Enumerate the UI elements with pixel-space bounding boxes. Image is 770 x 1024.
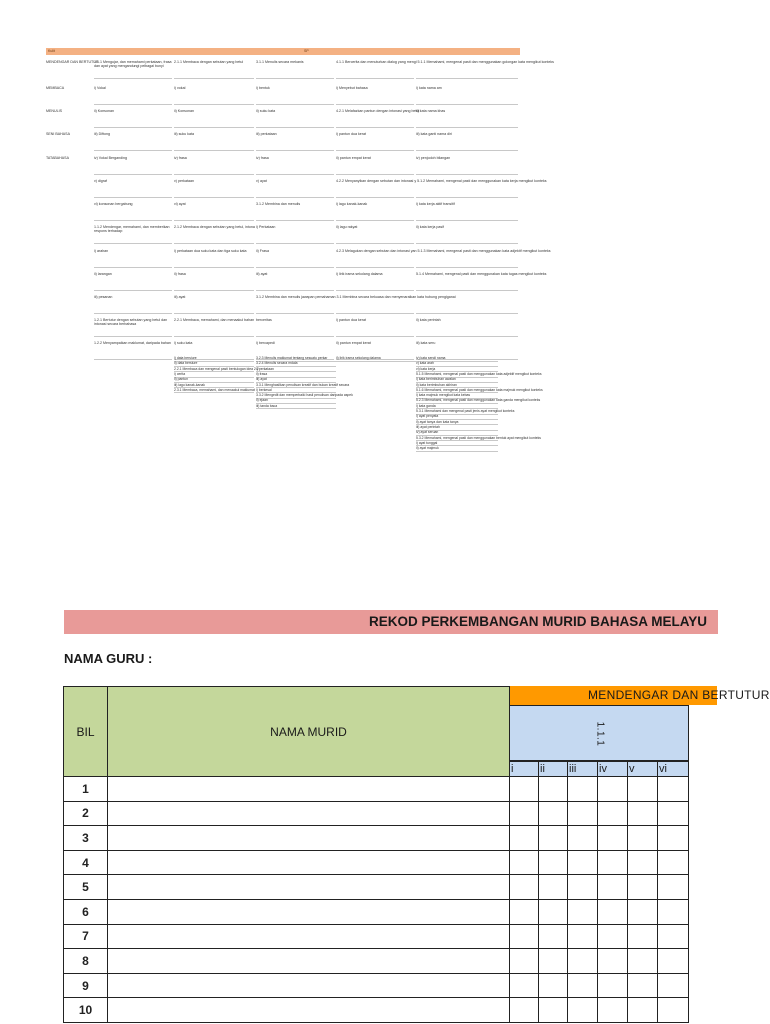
student-row — [63, 826, 689, 851]
mastery-mark-cell[interactable] — [628, 826, 658, 851]
mastery-mark-cell[interactable] — [539, 875, 568, 900]
sheet-rule — [256, 150, 334, 151]
sheet-rule — [94, 174, 172, 175]
mastery-mark-cell[interactable] — [539, 998, 568, 1023]
sheet-rule — [174, 150, 254, 151]
sub-column-header: vi — [658, 761, 689, 777]
sheet-cell: i) pantun dua kerat — [336, 132, 366, 136]
sheet-cell: v) ayat — [256, 179, 267, 183]
sheet-rule — [336, 220, 414, 221]
sheet-cell: iv) frasa — [174, 156, 187, 160]
sheet-cell: iii) kata seru — [416, 341, 436, 345]
sheet-cell: ii) lagu rakyat — [336, 225, 358, 229]
sheet-cell: iv) frasa — [256, 156, 269, 160]
sheet-list-item: 3.3.1 Menghasilkan penulisan kreatif dan bukan kreatif secara — [256, 382, 350, 387]
mastery-mark-cell[interactable] — [628, 925, 658, 950]
student-row — [63, 949, 689, 974]
sheet-rule — [416, 197, 518, 198]
sheet-list-item: i) cerita — [174, 371, 186, 376]
mastery-mark-cell[interactable] — [628, 802, 658, 827]
sheet-rule — [174, 78, 254, 79]
sheet-list-item: i) ayat tunggal — [416, 440, 438, 445]
sheet-list-item: 2.3.1 Membaca, memahami, dan menaakul maklumat — [174, 387, 255, 392]
mastery-mark-cell[interactable] — [539, 802, 568, 827]
sheet-list-item: iii) lagu kanak-kanak — [174, 382, 205, 387]
sheet-rule — [256, 220, 334, 221]
row-number: 4 — [63, 851, 108, 876]
sheet-cell: 3.1.2 Membina dan menulis — [256, 202, 301, 206]
sub-column-header: iii — [568, 761, 598, 777]
sheet-rule — [94, 104, 172, 105]
student-row — [63, 974, 689, 999]
sheet-cell: i) pantun dua kerat — [336, 318, 366, 322]
record-title-bar — [64, 610, 718, 634]
sheet-rule — [94, 197, 172, 198]
sheet-rule — [416, 104, 518, 105]
student-name-header-label: NAMA MURID — [270, 724, 347, 739]
row-number: 7 — [63, 925, 108, 950]
sheet-cell: i) vokal — [174, 86, 186, 90]
sheet-list-item: iii) ayat perintah — [416, 424, 440, 429]
mastery-mark-cell[interactable] — [539, 826, 568, 851]
sheet-cell: 1.1.2 Mendengar, memahami, dan memberikan respons terhadap: — [94, 225, 170, 234]
mastery-mark-cell[interactable] — [598, 949, 628, 974]
student-row — [63, 998, 689, 1023]
row-number: 8 — [63, 949, 108, 974]
sheet-list-rule — [256, 408, 336, 409]
sheet-cell: ii) suku kata — [256, 109, 276, 113]
mastery-mark-cell[interactable] — [568, 777, 598, 802]
sheet-cell: vi) ayat — [174, 202, 186, 206]
mastery-mark-cell[interactable] — [598, 802, 628, 827]
sheet-rule — [416, 313, 518, 314]
mastery-mark-cell[interactable] — [628, 900, 658, 925]
mastery-mark-cell[interactable] — [539, 900, 568, 925]
student-name-cell[interactable] — [108, 925, 510, 950]
row-number: 6 — [63, 900, 108, 925]
student-row — [63, 777, 689, 802]
mastery-mark-cell[interactable] — [539, 974, 568, 999]
sheet-cell: iii) suku kata — [174, 132, 194, 136]
mastery-mark-cell[interactable] — [509, 949, 539, 974]
mastery-mark-cell[interactable] — [628, 949, 658, 974]
mastery-mark-cell[interactable] — [628, 777, 658, 802]
mastery-mark-cell[interactable] — [509, 925, 539, 950]
sheet-list-item: i) kata majmuk mengikut kata kebas — [416, 393, 471, 398]
mastery-mark-cell[interactable] — [568, 974, 598, 999]
mastery-mark-cell[interactable] — [568, 875, 598, 900]
mastery-mark-cell[interactable] — [539, 851, 568, 876]
mastery-mark-cell[interactable] — [568, 998, 598, 1023]
mastery-mark-cell[interactable] — [568, 826, 598, 851]
sheet-rule — [336, 197, 414, 198]
sheet-rule — [94, 243, 172, 244]
mastery-mark-cell[interactable] — [509, 777, 539, 802]
sheet-list-item: 3.2.4 Menulis secara mdala — [256, 361, 298, 366]
sheet-cell: ii) kata kerja pasif — [416, 225, 444, 229]
sheet-rule — [336, 127, 414, 128]
mastery-mark-cell[interactable] — [598, 875, 628, 900]
sheet-rule — [416, 220, 518, 221]
sheet-rule — [336, 336, 414, 337]
mastery-mark-cell[interactable] — [628, 974, 658, 999]
sheet-rule — [256, 78, 334, 79]
sheet-cell: 3.1.2 Membina dan menulis jawapan pemahaman 3.1 Membina secara bekuasa dan menyenaraikan kata hubung pengiganai — [256, 295, 456, 299]
sheet-list-item: ii) ejaan — [256, 398, 268, 403]
row-number: 1 — [63, 777, 108, 802]
mastery-mark-cell[interactable] — [598, 998, 628, 1023]
sheet-rule — [94, 150, 172, 151]
sheet-cell: iii) kata ganti nama diri — [416, 132, 452, 136]
mastery-mark-cell[interactable] — [658, 826, 689, 851]
sheet-list-item: i) berkesal — [256, 387, 272, 392]
sheet-cell: ii) kata nama khas — [416, 109, 446, 113]
bil-header-label: BIL — [76, 724, 95, 739]
student-name-cell[interactable] — [108, 875, 510, 900]
row-number: 9 — [63, 974, 108, 999]
sheet-list-item: ii) ayat tanya dan kata tanya — [416, 419, 459, 424]
sheet-cell: i) bentuk — [256, 86, 270, 90]
sheet-rule — [174, 174, 254, 175]
skill-section-label: MENDENGAR DAN BERTUTUR — [588, 688, 770, 702]
sheet-list-rule — [336, 361, 416, 362]
skill-section-header — [509, 686, 770, 705]
student-row — [63, 802, 689, 827]
sheet-header-mid: SP — [304, 49, 309, 53]
row-number: 3 — [63, 826, 108, 851]
sheet-rule — [256, 243, 334, 244]
sheet-cell: MENDENGAR DAN BERTUTUR — [46, 60, 99, 64]
mastery-mark-cell[interactable] — [539, 777, 568, 802]
student-row — [63, 925, 689, 950]
student-row — [63, 900, 689, 925]
mastery-mark-cell[interactable] — [658, 900, 689, 925]
sheet-list-item: 2.2.1 Membaca dan mengenal pasti bentulogan idea 2.2 — [174, 366, 259, 371]
sub-column-header: iv — [598, 761, 628, 777]
mastery-mark-cell[interactable] — [509, 974, 539, 999]
sheet-list-item: v) kata arah — [416, 361, 434, 366]
sheet-rule — [94, 78, 172, 79]
mastery-mark-cell[interactable] — [658, 974, 689, 999]
sheet-list-item: i) data bersiure — [174, 356, 197, 360]
row-number: 10 — [63, 998, 108, 1023]
sheet-list-item: iii) ayat — [256, 377, 267, 382]
sheet-cell: ii) pantun empat kerat — [336, 156, 371, 160]
sheet-cell: SENI BAHASA — [46, 132, 70, 136]
sheet-cell: v) digraf — [94, 179, 107, 183]
sheet-rule — [94, 220, 172, 221]
mastery-mark-cell[interactable] — [509, 802, 539, 827]
sheet-cell: i) suku kata — [174, 341, 193, 345]
student-row — [63, 875, 689, 900]
sheet-list-item: ii) pantun — [174, 377, 188, 382]
mastery-mark-cell[interactable] — [658, 998, 689, 1023]
mastery-mark-cell[interactable] — [658, 949, 689, 974]
sheet-rule — [256, 336, 334, 337]
mastery-mark-cell[interactable] — [509, 875, 539, 900]
sheet-cell: 4.2.3 Melagukan dengan sebutan dan intonasi yan 5.1.3 Memahami, mengenal pasti dan menggunakan kata adjektif mengikut konteks — [336, 249, 551, 253]
sheet-cell: 4.1.1 Bercerita dan menuturkan dialog yang mengi 5.1.1 Memahami, mengenal pasti dan menggunakan golongan kata mengikut konteks — [336, 60, 554, 64]
sheet-list-item: i) kata berimbuhan awalan — [416, 377, 456, 382]
sheet-cell: 2.1.2 Membaca dengan sebutan yang betul, intona — [174, 225, 255, 229]
sheet-rule — [94, 267, 172, 268]
sheet-cell: i) Menyebut bahasa — [336, 86, 368, 90]
sheet-rule — [256, 104, 334, 105]
teacher-name-label: NAMA GURU : — [64, 651, 153, 666]
sheet-cell: i) lagu kanak-kanak — [336, 202, 368, 206]
sheet-rule — [174, 267, 254, 268]
mastery-mark-cell[interactable] — [598, 925, 628, 950]
student-name-cell[interactable] — [108, 998, 510, 1023]
tiny-spreadsheet — [46, 48, 554, 498]
mastery-mark-cell[interactable] — [568, 851, 598, 876]
sheet-rule — [174, 127, 254, 128]
mastery-mark-cell[interactable] — [598, 826, 628, 851]
sheet-rule — [174, 243, 254, 244]
sheet-rule — [336, 150, 414, 151]
sheet-cell: 1.2.1 Bertutur dengan sebutan yang betul dan intonasi secara berbahasa — [94, 318, 168, 327]
sheet-cell: ii) Frasa — [256, 249, 269, 253]
sheet-rule — [94, 336, 172, 337]
sheet-rule — [416, 290, 518, 291]
mastery-mark-cell[interactable] — [658, 802, 689, 827]
sheet-list-item: 5.1.6 Memahami, mengenal pasti dan menggunakan kata majmuk mengikut konteks — [416, 387, 543, 392]
mastery-mark-cell[interactable] — [598, 851, 628, 876]
sheet-cell: 4.2.1 Melafazkan pantun dengan intonasi yang betul — [336, 109, 420, 113]
sheet-rule — [94, 290, 172, 291]
sheet-cell: iii) ayat — [256, 272, 268, 276]
sheet-cell: i) Vokal — [94, 86, 106, 90]
mastery-mark-cell[interactable] — [568, 925, 598, 950]
sheet-cell: iv) Vokal Berganding — [94, 156, 127, 160]
student-name-cell[interactable] — [108, 802, 510, 827]
sheet-rule — [256, 267, 334, 268]
sheet-cell: 3.1.1 Menulis secara mekanis — [256, 60, 304, 64]
sub-column-header: ii — [539, 761, 568, 777]
student-name-column-header — [108, 686, 510, 777]
student-name-cell[interactable] — [108, 900, 510, 925]
sheet-list-item: ii) data bersiure — [174, 361, 198, 366]
sheet-rule — [336, 313, 414, 314]
mastery-mark-cell[interactable] — [658, 851, 689, 876]
sheet-list-item: vi) kata kerja — [416, 366, 436, 371]
sheet-rule — [94, 313, 172, 314]
sheet-cell: i) arahan — [94, 249, 109, 253]
mastery-mark-cell[interactable] — [539, 925, 568, 950]
sheet-cell: berceritas — [256, 318, 272, 322]
row-number: 5 — [63, 875, 108, 900]
sheet-cell: ii) frasa — [174, 272, 186, 276]
sheet-rule — [336, 78, 414, 79]
sheet-list-item: 3.3.2 Mengedit dan memperbaiki hasil penulisan daripada aspek — [256, 393, 353, 398]
sheet-cell: ii) Konsonan — [94, 109, 114, 113]
mastery-mark-cell[interactable] — [568, 900, 598, 925]
sheet-rule — [336, 243, 414, 244]
sheet-list-rule — [174, 392, 254, 393]
sheet-list-item: iv) kata sendi nama — [416, 356, 446, 360]
sheet-cell: 2.1.1 Membaca dengan sebutan yang betul — [174, 60, 244, 64]
mastery-mark-cell[interactable] — [539, 949, 568, 974]
mastery-mark-cell[interactable] — [598, 974, 628, 999]
sheet-rule — [416, 150, 518, 151]
mastery-mark-cell[interactable] — [568, 949, 598, 974]
sheet-rule — [416, 78, 518, 79]
sheet-cell: TATABAHASA — [46, 156, 69, 160]
sheet-cell: i) lirik irama sekolang dalama — [336, 272, 383, 276]
sheet-cell: iii) ayat — [174, 295, 186, 299]
mastery-mark-cell[interactable] — [509, 900, 539, 925]
student-name-cell[interactable] — [108, 974, 510, 999]
sheet-cell: 5.1.4 Memahami, mengenal pasti dan menggunakan kata tugas mengikut konteks — [416, 272, 547, 276]
sub-column-header: v — [628, 761, 658, 777]
student-name-cell[interactable] — [108, 826, 510, 851]
sheet-rule — [256, 197, 334, 198]
sheet-cell: iii) perkataan — [256, 132, 277, 136]
sheet-list-item: 5.3.2 Memahami, mengenal pasti dan menggunakan bentuk ayat mengikut konteks — [416, 435, 541, 440]
mastery-mark-cell[interactable] — [509, 826, 539, 851]
sheet-rule — [416, 336, 518, 337]
sheet-rule — [174, 313, 254, 314]
sheet-cell: i) bercapedi — [256, 341, 275, 345]
student-name-cell[interactable] — [108, 949, 510, 974]
sheet-list-item: 5.1.5 Memahami, mengenal pasti dan menggunakan kata adjektif mengikut konteks — [416, 371, 542, 376]
mastery-mark-cell[interactable] — [628, 998, 658, 1023]
sheet-header-band — [46, 48, 520, 55]
sheet-rule — [94, 359, 172, 360]
sheet-rule — [416, 174, 518, 175]
record-title: REKOD PERKEMBANGAN MURID BAHASA MELAYU — [369, 614, 708, 629]
mastery-mark-cell[interactable] — [509, 851, 539, 876]
mastery-mark-cell[interactable] — [509, 998, 539, 1023]
sheet-rule — [256, 313, 334, 314]
sheet-cell: i) perkataan dua suku kata dan tiga suku kata — [174, 249, 247, 253]
sheet-rule — [256, 290, 334, 291]
bil-column-header — [63, 686, 108, 777]
sheet-rule — [256, 127, 334, 128]
sheet-cell: MENULIS — [46, 109, 62, 113]
mastery-mark-cell[interactable] — [568, 802, 598, 827]
sheet-list-item: iv) ayat seruan — [416, 430, 439, 435]
sheet-list-item: i) ayat penyata — [416, 414, 439, 419]
mastery-mark-cell[interactable] — [658, 875, 689, 900]
sheet-cell: 2.2.1 Membaca, memahami, dan menaakul bahan — [174, 318, 255, 322]
sheet-rule — [174, 290, 254, 291]
sheet-cell: i) kata nama am — [416, 86, 442, 90]
sheet-cell: ii) larangan — [94, 272, 112, 276]
sheet-cell: v) perkataan — [174, 179, 194, 183]
sheet-cell: ii) kata perintah — [416, 318, 441, 322]
mastery-mark-cell[interactable] — [658, 777, 689, 802]
sheet-list-item: 5.2.3 Memahami, mengenal pasti dan menggunakan kata ganda mengikut konteks — [416, 398, 541, 403]
sheet-header-left: Kulit — [48, 49, 55, 53]
sheet-list-rule — [416, 451, 498, 452]
sheet-rule — [336, 290, 414, 291]
sheet-rule — [336, 267, 414, 268]
sheet-rule — [174, 336, 254, 337]
sheet-list-item: iii) tanda baca — [256, 403, 278, 408]
sheet-cell: i) kata kerja aktif transitif — [416, 202, 455, 206]
student-name-cell[interactable] — [108, 777, 510, 802]
sheet-cell: ii) Konsonan — [174, 109, 194, 113]
sheet-cell: 1.2.2 Menyampaikan maklumat, daripada bahan — [94, 341, 171, 345]
sheet-cell: MEMBACA — [46, 86, 65, 90]
sheet-rule — [256, 174, 334, 175]
sheet-rule — [336, 174, 414, 175]
sheet-rule — [94, 127, 172, 128]
mastery-mark-cell[interactable] — [628, 875, 658, 900]
sheet-cell: ii) pantun empat kerat — [336, 341, 371, 345]
sheet-list-item: ii) kata berimbuhan akhiran — [416, 382, 457, 387]
sheet-cell: iii) pesanan — [94, 295, 113, 299]
mastery-mark-cell[interactable] — [598, 777, 628, 802]
sheet-cell: 1.1.1 Mengujar, dan memahami perkataan, frasa dan ayat yang mengandungi pelbagai bunyi — [94, 60, 172, 69]
student-name-cell[interactable] — [108, 851, 510, 876]
sheet-cell: vi) konsonan bergabung — [94, 202, 133, 206]
sheet-list-item: 3.2.3 Menulis maklumat tentang sesuatu perkar — [256, 356, 328, 360]
sheet-list-item: i) perkataan — [256, 366, 274, 371]
mastery-mark-cell[interactable] — [658, 925, 689, 950]
sheet-rule — [336, 104, 414, 105]
sheet-cell: iii) Diftong — [94, 132, 110, 136]
standard-code-header — [509, 705, 689, 761]
sheet-rule — [174, 220, 254, 221]
sheet-list-item: ii) lirik irama sekolang dalama — [336, 356, 381, 360]
student-row — [63, 851, 689, 876]
sheet-rule — [174, 104, 254, 105]
sheet-cell: iv) penjodoh bilangan — [416, 156, 451, 160]
standard-code: 1.1.1 — [594, 721, 606, 747]
sheet-rule — [416, 127, 518, 128]
sheet-rule — [174, 197, 254, 198]
sub-column-header: i — [509, 761, 539, 777]
sheet-rule — [416, 267, 518, 268]
mastery-mark-cell[interactable] — [598, 900, 628, 925]
sheet-rule — [416, 243, 518, 244]
sheet-list-item: ii) frasa — [256, 371, 268, 376]
sheet-cell: 4.2.2 Menyanyikan dengan sebutan dan intonasi y 5.1.2 Memahami, mengenal pasti dan menggunakan kata kerja mengikut konteks — [336, 179, 547, 183]
row-number: 2 — [63, 802, 108, 827]
sheet-list-item: i) kata ganda — [416, 403, 436, 408]
sheet-cell: i) Perkataan — [256, 225, 276, 229]
mastery-mark-cell[interactable] — [628, 851, 658, 876]
sheet-list-item: ii) ayat majmuk — [416, 446, 439, 451]
sheet-list-item: 5.3.1 Memahami dan mengenal pasti jenis ayat mengikut konteks — [416, 409, 515, 413]
